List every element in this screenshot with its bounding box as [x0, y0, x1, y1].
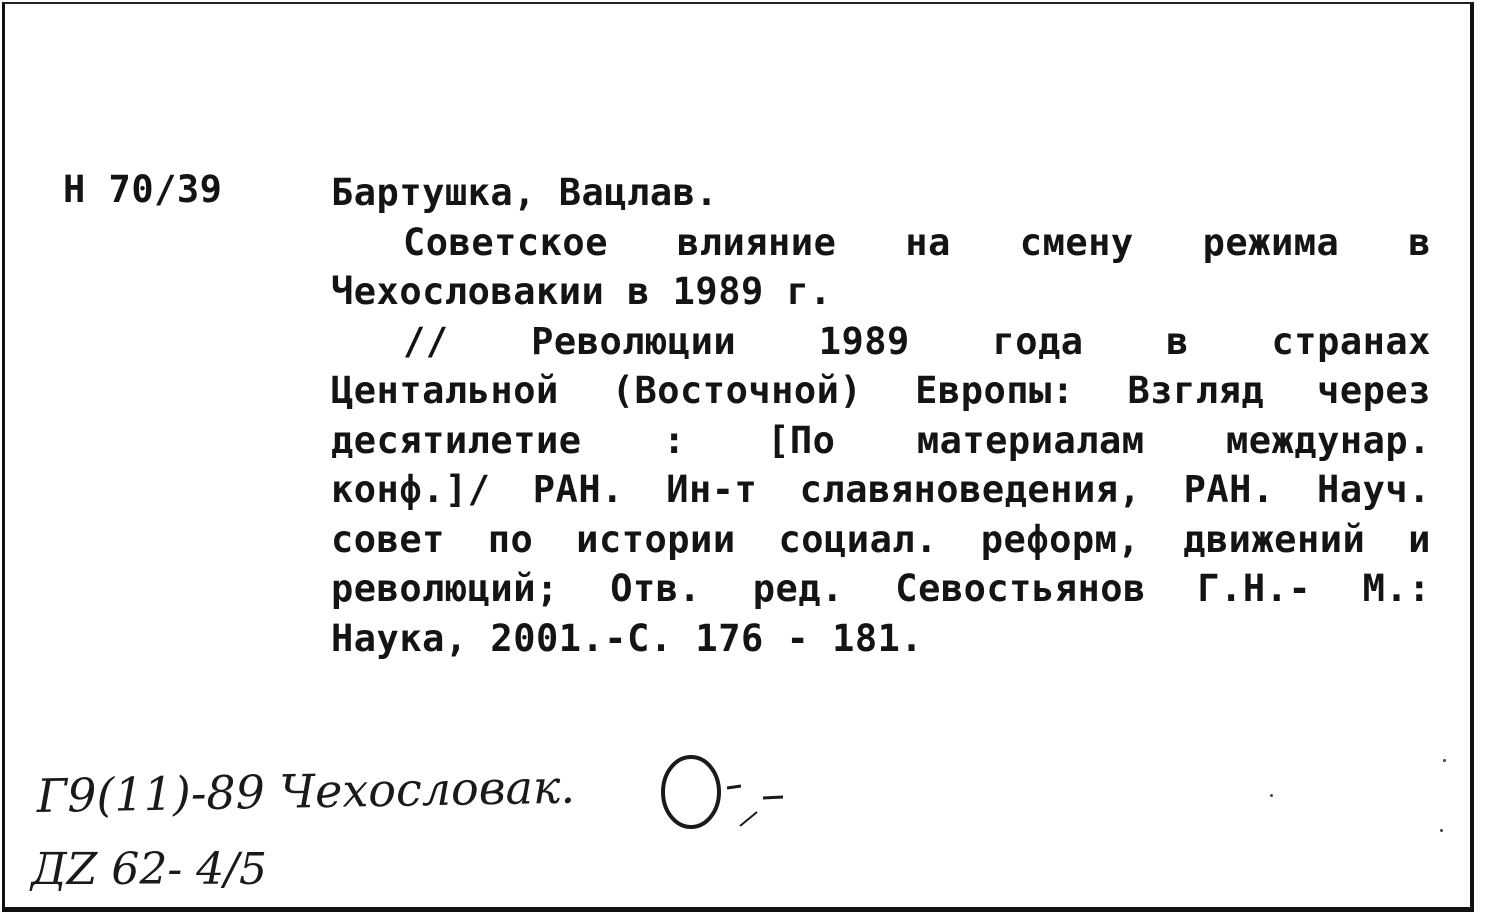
circle-mark — [663, 757, 719, 827]
word: // — [403, 319, 449, 363]
word: истории — [576, 517, 736, 561]
word: по — [487, 517, 534, 561]
word: материалам — [916, 418, 1145, 462]
catalog-card — [2, 2, 1474, 912]
word: (Восточной) — [611, 369, 863, 412]
word: : — [662, 418, 686, 462]
word: М.: — [1362, 567, 1431, 610]
speck — [1443, 759, 1446, 762]
word: года — [992, 319, 1084, 363]
call-number: Н 70/39 — [63, 168, 223, 211]
word: Отв. — [610, 567, 702, 610]
word: 1989 — [818, 319, 910, 363]
classification-note: Г9(11)-89 Чехословак. — [36, 759, 576, 823]
word: и — [1408, 517, 1431, 561]
word: смену — [1019, 220, 1134, 264]
word: в — [1408, 220, 1431, 264]
word: в — [1166, 319, 1189, 363]
word: славяноведения, — [799, 468, 1142, 511]
speck — [1270, 794, 1273, 797]
dash-mark — [763, 797, 783, 798]
word: Взгляд — [1127, 369, 1265, 412]
word: десятилетие — [331, 418, 582, 462]
word: влияние — [676, 220, 837, 264]
word: Революции — [531, 319, 737, 363]
word: [По — [767, 418, 836, 462]
word: Науч. — [1317, 468, 1431, 511]
title-continuation: Чехословакии в 1989 г. — [331, 270, 833, 313]
word: РАН. — [532, 468, 624, 511]
author: Бартушка, Вацлав. — [331, 171, 719, 214]
word: ред. — [752, 567, 844, 610]
handwritten-notes — [5, 4, 1477, 914]
word: Ин-т — [666, 468, 758, 511]
word: Севостьянов — [895, 567, 1146, 610]
word: движений — [1183, 517, 1366, 561]
word: революций; — [331, 567, 559, 610]
code-note: ДZ 62- 4/5 — [31, 844, 267, 895]
word: через — [1317, 369, 1431, 412]
word: совет — [331, 517, 445, 561]
word: конф.]/ — [331, 468, 491, 511]
word: Г.Н.- — [1197, 567, 1312, 610]
word: странах — [1271, 319, 1431, 363]
publication-info: Наука, 2001.-С. 176 - 181. — [331, 616, 924, 660]
word: Европы: — [915, 369, 1075, 412]
word: Центальной — [331, 369, 559, 412]
word: на — [905, 220, 951, 264]
word: реформ, — [980, 517, 1141, 561]
dash-mark — [727, 786, 741, 788]
word: междунар. — [1225, 418, 1431, 462]
word: РАН. — [1183, 468, 1275, 511]
stroke-mark — [740, 812, 757, 826]
word: социал. — [778, 517, 938, 561]
word: Советское — [403, 220, 608, 264]
speck — [1440, 829, 1443, 832]
word: режима — [1202, 220, 1340, 264]
